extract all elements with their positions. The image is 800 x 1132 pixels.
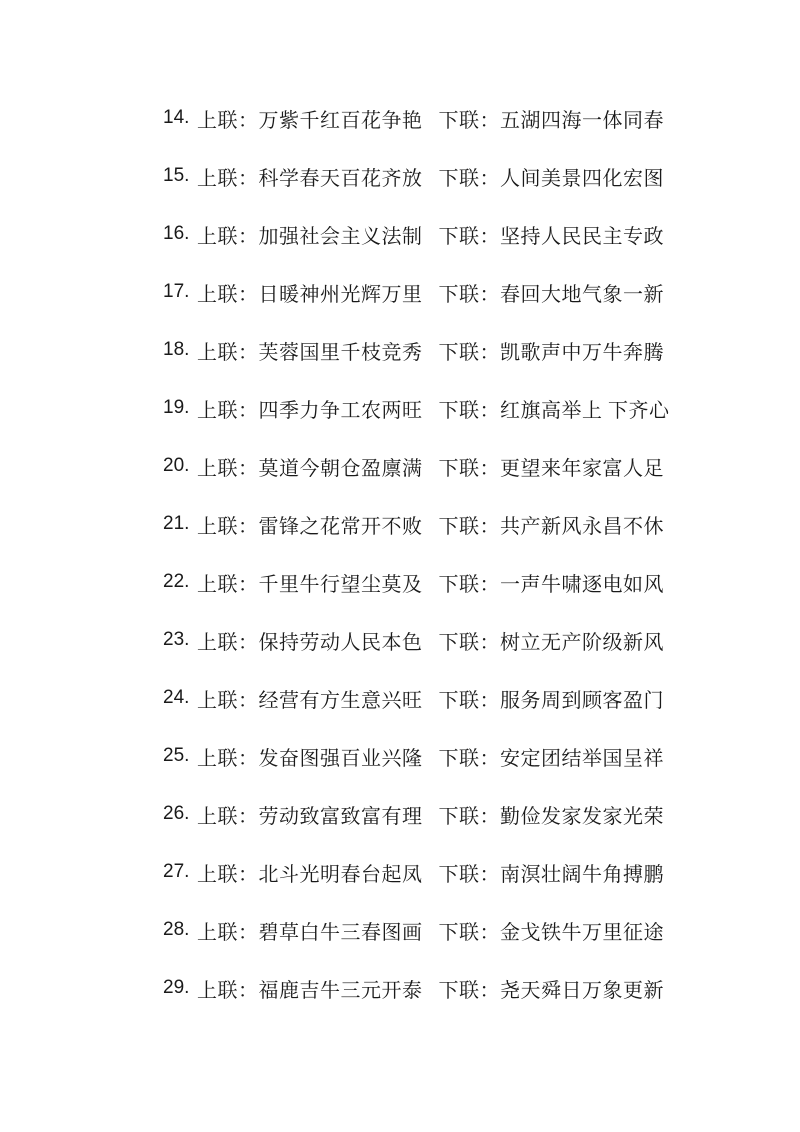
shanglian-text: 莫道今朝仓盈廪满	[258, 457, 423, 480]
xialian-label: 下联：	[438, 863, 500, 886]
couplet-row	[163, 379, 800, 437]
xialian-label: 下联：	[438, 805, 500, 828]
shanglian-label: 上联：	[197, 515, 259, 538]
xialian-text: 一声牛啸逐电如风	[500, 573, 664, 596]
xialian-text: 红旗高举上 下齐心	[500, 399, 670, 422]
item-number: 24.	[163, 687, 190, 708]
item-number: 15.	[163, 165, 190, 186]
shanglian-text: 福鹿吉牛三元开泰	[258, 979, 423, 1002]
item-number: 23.	[163, 629, 190, 650]
shanglian-label: 上联：	[197, 399, 259, 422]
xialian-label: 下联：	[438, 573, 500, 596]
shanglian-text: 千里牛行望尘莫及	[258, 573, 423, 596]
couplet-row	[163, 669, 800, 727]
shanglian-label: 上联：	[197, 863, 259, 886]
shanglian-label: 上联：	[197, 341, 259, 364]
xialian-label: 下联：	[438, 225, 500, 248]
xialian-label: 下联：	[438, 341, 500, 364]
xialian-label: 下联：	[438, 921, 500, 944]
shanglian-text: 万紫千红百花争艳	[258, 109, 423, 132]
couplet-row	[163, 147, 800, 205]
couplet-row	[163, 785, 800, 843]
item-number: 17.	[163, 281, 190, 302]
couplet-row	[163, 843, 800, 901]
shanglian-text: 碧草白牛三春图画	[258, 921, 423, 944]
couplet-row	[163, 205, 800, 263]
xialian-text: 服务周到顾客盈门	[500, 689, 664, 712]
xialian-label: 下联：	[438, 283, 500, 306]
shanglian-label: 上联：	[197, 805, 259, 828]
item-number: 28.	[163, 919, 190, 940]
xialian-label: 下联：	[438, 979, 500, 1002]
xialian-text: 尧天舜日万象更新	[500, 979, 664, 1002]
xialian-label: 下联：	[438, 167, 500, 190]
shanglian-text: 科学春天百花齐放	[258, 167, 423, 190]
item-number: 14.	[163, 107, 190, 128]
item-number: 20.	[163, 455, 190, 476]
couplet-row	[163, 495, 800, 553]
couplet-row	[163, 959, 800, 1017]
couplet-row	[163, 611, 800, 669]
couplet-row	[163, 89, 800, 147]
couplet-row	[163, 263, 800, 321]
item-number: 18.	[163, 339, 190, 360]
shanglian-text: 劳动致富致富有理	[258, 805, 423, 828]
item-number: 29.	[163, 977, 190, 998]
shanglian-label: 上联：	[197, 283, 259, 306]
item-number: 25.	[163, 745, 190, 766]
shanglian-label: 上联：	[197, 747, 259, 770]
item-number: 26.	[163, 803, 190, 824]
couplet-row	[163, 553, 800, 611]
xialian-label: 下联：	[438, 399, 500, 422]
item-number: 27.	[163, 861, 190, 882]
xialian-text: 更望来年家富人足	[500, 457, 664, 480]
xialian-text: 树立无产阶级新风	[500, 631, 664, 654]
couplet-row	[163, 437, 800, 495]
xialian-text: 凯歌声中万牛奔腾	[500, 341, 664, 364]
shanglian-label: 上联：	[197, 979, 259, 1002]
item-number: 16.	[163, 223, 190, 244]
shanglian-label: 上联：	[197, 457, 259, 480]
xialian-text: 共产新风永昌不休	[500, 515, 664, 538]
shanglian-text: 芙蓉国里千枝竞秀	[258, 341, 423, 364]
shanglian-label: 上联：	[197, 225, 259, 248]
xialian-label: 下联：	[438, 747, 500, 770]
shanglian-text: 保持劳动人民本色	[258, 631, 423, 654]
xialian-text: 金戈铁牛万里征途	[500, 921, 664, 944]
xialian-label: 下联：	[438, 689, 500, 712]
shanglian-text: 发奋图强百业兴隆	[258, 747, 423, 770]
xialian-text: 坚持人民民主专政	[500, 225, 664, 248]
xialian-text: 五湖四海一体同春	[500, 109, 664, 132]
xialian-label: 下联：	[438, 631, 500, 654]
xialian-label: 下联：	[438, 109, 500, 132]
xialian-text: 勤俭发家发家光荣	[500, 805, 664, 828]
shanglian-label: 上联：	[197, 109, 259, 132]
xialian-label: 下联：	[438, 515, 500, 538]
item-number: 22.	[163, 571, 190, 592]
xialian-label: 下联：	[438, 457, 500, 480]
shanglian-label: 上联：	[197, 573, 259, 596]
xialian-text: 春回大地气象一新	[500, 283, 664, 306]
xialian-text: 人间美景四化宏图	[500, 167, 664, 190]
item-number: 19.	[163, 397, 190, 418]
couplet-row	[163, 727, 800, 785]
shanglian-text: 北斗光明春台起凤	[258, 863, 423, 886]
shanglian-text: 雷锋之花常开不败	[258, 515, 423, 538]
shanglian-label: 上联：	[197, 689, 259, 712]
shanglian-text: 加强社会主义法制	[258, 225, 423, 248]
shanglian-text: 四季力争工农两旺	[258, 399, 423, 422]
item-number: 21.	[163, 513, 190, 534]
shanglian-text: 经营有方生意兴旺	[258, 689, 423, 712]
couplet-row	[163, 321, 800, 379]
shanglian-label: 上联：	[197, 631, 259, 654]
xialian-text: 南溟壮阔牛角搏鹏	[500, 863, 664, 886]
shanglian-label: 上联：	[197, 167, 259, 190]
couplet-row	[163, 901, 800, 959]
shanglian-label: 上联：	[197, 921, 259, 944]
shanglian-text: 日暖神州光辉万里	[258, 283, 423, 306]
xialian-text: 安定团结举国呈祥	[500, 747, 664, 770]
